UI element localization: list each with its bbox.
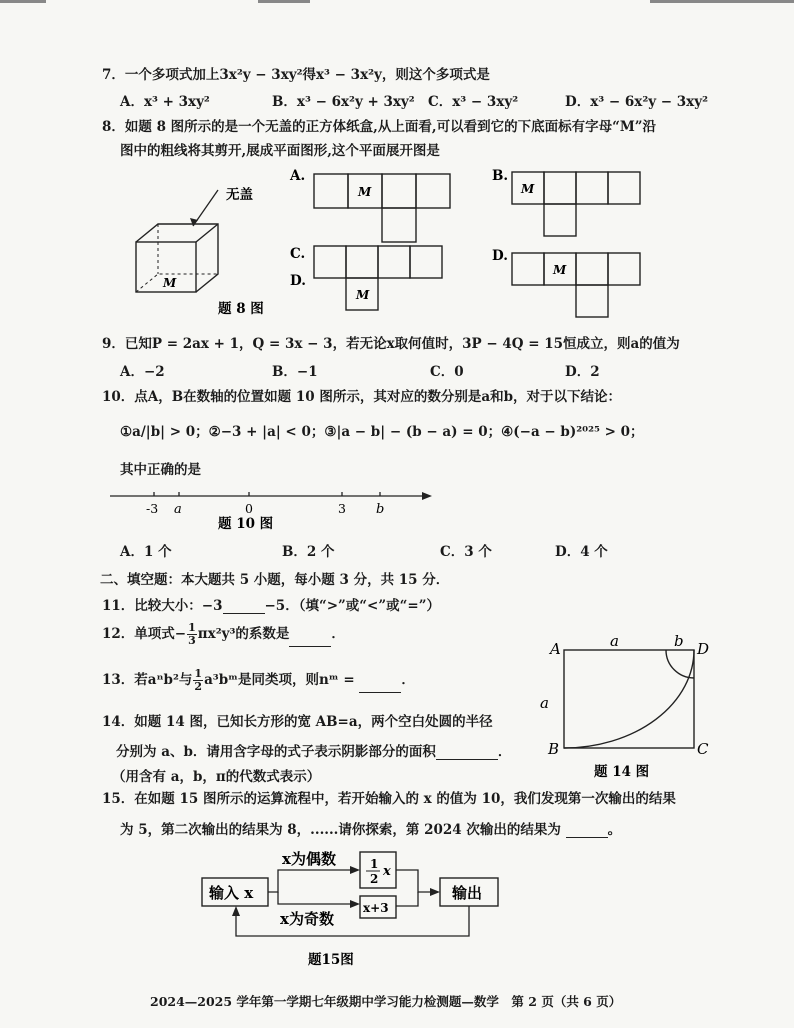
q8-net-d-mark: M [553, 263, 567, 277]
q15-output-label: 输出 [452, 884, 483, 902]
q11-post: −5．（填“>”或“<”或“=”） [264, 598, 440, 614]
page-footer: 2024—2025 学年第一学期七年级期中学习能力检测题—数学 第 2 页（共 6 页） [150, 994, 622, 1009]
q8-figures [120, 168, 660, 320]
q9-option-b: B．−1 [272, 364, 318, 380]
q14-label-D: D [697, 640, 710, 658]
q8-option-a-letter: A. [290, 168, 306, 184]
q7-option-b: B．x³ − 6x²y + 3xy² [272, 94, 415, 110]
q8-cube-mark: M [163, 276, 177, 290]
q7-option-a: A．x³ + 3xy² [120, 94, 210, 110]
q8-net-c-mark: M [356, 288, 370, 302]
q12-fraction-num: 1 [188, 621, 196, 634]
q15-line1: 15．在如题 15 图所示的运算流程中，若开始输入的 x 的值为 10，我们发现第一次输出的结果 [102, 791, 676, 807]
q11 [102, 594, 440, 614]
q12-fraction-den: 3 [188, 634, 196, 647]
q14-label-b-top: b [674, 632, 684, 650]
q15-input-label: 输入 x [209, 884, 254, 902]
q14-figure [536, 626, 724, 786]
q15-even-label: x为偶数 [282, 850, 336, 868]
q10-option-c: C．3 个 [440, 544, 492, 560]
q14-line2-end: ． [497, 744, 512, 760]
q15-odd-label: x为奇数 [280, 910, 334, 928]
q14-answer-blank[interactable] [436, 745, 498, 760]
q13 [102, 668, 415, 693]
q10-tick-a: a [174, 502, 182, 517]
header-mark-left [0, 0, 46, 3]
q9-option-a: A．−2 [120, 364, 165, 380]
q13-post: ． [401, 672, 415, 688]
q10-option-b: B．2 个 [282, 544, 335, 560]
q8-stem-line1: 8．如题 8 图所示的是一个无盖的正方体纸盒,从上面看,可以看到它的下底面标有字母“M”沿 [102, 119, 657, 135]
section-2-heading: 二、填空题：本大题共 5 小题，每小题 3 分，共 15 分． [100, 572, 450, 588]
q12-fraction [187, 622, 197, 647]
q15-answer-blank[interactable] [566, 823, 608, 838]
q14-line3: （用含有 a，b，π的代数式表示） [112, 769, 321, 785]
q8-cube-label: 无盖 [226, 187, 253, 203]
q15-half-var: x [383, 864, 391, 879]
q14-label-a-left: a [540, 694, 549, 712]
q10-figure-caption: 题 10 图 [218, 516, 274, 532]
q8-option-b-letter: B. [492, 168, 509, 184]
q7-option-c: C．x³ − 3xy² [428, 94, 519, 110]
q14-line2 [116, 740, 511, 760]
q14-label-a-top: a [610, 632, 619, 650]
q10-tick-3: 3 [338, 501, 346, 516]
q8-net-b-mark: M [521, 182, 535, 196]
q8-net-c [314, 246, 442, 310]
q7-option-d: D．x³ − 6x²y − 3xy² [565, 94, 708, 110]
q10-prompt: 其中正确的是 [120, 462, 201, 478]
q14-line2-text: 分别为 a、b．请用含字母的式子表示阴影部分的面积 [116, 744, 436, 760]
q15-flowchart [196, 846, 516, 972]
q12-post: ． [331, 626, 345, 642]
q10-tick-neg3: -3 [146, 501, 159, 516]
q9-option-c: C．0 [430, 364, 464, 380]
q13-answer-blank[interactable] [359, 678, 401, 693]
q13-fraction [193, 668, 203, 693]
q10-conclusions: ①a/|b| > 0；②−3 + |a| < 0；③|a − b| − (b − a) = 0；④(−a − b)²⁰²⁵ > 0； [120, 424, 644, 440]
q15-figure-caption: 题15图 [308, 952, 354, 968]
q13-fraction-den: 2 [194, 680, 203, 693]
q14-label-B: B [548, 740, 560, 758]
q8-stem-line2: 图中的粗线将其剪开,展成平面图形,这个平面展开图是 [120, 143, 440, 159]
q15-line2-end: 。 [607, 822, 622, 838]
q8-net-d [512, 253, 640, 317]
q15-line2 [120, 818, 621, 838]
q15-line2-text: 为 5，第二次输出的结果为 8，......请你探索，第 2024 次输出的结果为 [120, 822, 561, 838]
q14-rectangle [564, 650, 694, 748]
q10-number-line [108, 484, 438, 532]
q11-pre: 11．比较大小：−3 [102, 598, 223, 614]
q9-stem: 9．已知P = 2ax + 1，Q = 3x − 3，若无论x取何值时，3P − 4Q = 15恒成立，则a的值为 [102, 336, 680, 352]
q14-large-arc [564, 650, 694, 748]
q7-stem: 7．一个多项式加上3x²y − 3xy²得x³ − 3x²y，则这个多项式是 [102, 67, 490, 83]
q8-option-d-letter: D. [492, 248, 508, 264]
q10-option-d: D．4 个 [555, 544, 608, 560]
q12-pre: 12．单项式− [102, 626, 187, 642]
q13-pre: 13．若aⁿb²与 [102, 672, 193, 688]
q10-stem: 10．点A，B在数轴的位置如题 10 图所示，其对应的数分别是a和b，对于以下结论： [102, 389, 622, 405]
q10-tick-0: 0 [245, 501, 253, 516]
q9-option-d: D．2 [565, 364, 600, 380]
q15-half-num: 1 [370, 857, 379, 871]
q12 [102, 622, 345, 647]
q8-figure-caption: 题 8 图 [218, 301, 264, 317]
q14-figure-caption: 题 14 图 [594, 764, 650, 780]
q13-mid: a³bᵐ是同类项，则nᵐ = [204, 672, 355, 688]
q8-open-cube [136, 186, 264, 317]
q15-plus3-label: x+3 [363, 901, 389, 915]
q8-net-a-mark: M [358, 185, 372, 199]
q10-option-a: A．1 个 [120, 544, 172, 560]
q14-label-C: C [697, 740, 709, 758]
q11-answer-blank[interactable] [223, 599, 265, 614]
q14-line1: 14．如题 14 图，已知长方形的宽 AB=a，两个空白处圆的半径 [102, 714, 493, 730]
q13-fraction-num: 1 [194, 667, 203, 680]
q14-label-A: A [550, 640, 561, 658]
q15-half-den: 2 [370, 872, 379, 886]
header-mark-center [258, 0, 310, 3]
header-mark-right [650, 0, 794, 3]
q8-option-c-letter: C. [290, 246, 306, 262]
q8-option-d-letter-left: D. [290, 273, 306, 289]
q8-net-a [314, 174, 450, 242]
q12-answer-blank[interactable] [289, 632, 331, 647]
q12-mid: πx²y³的系数是 [197, 626, 290, 642]
q10-tick-b: b [376, 502, 385, 517]
